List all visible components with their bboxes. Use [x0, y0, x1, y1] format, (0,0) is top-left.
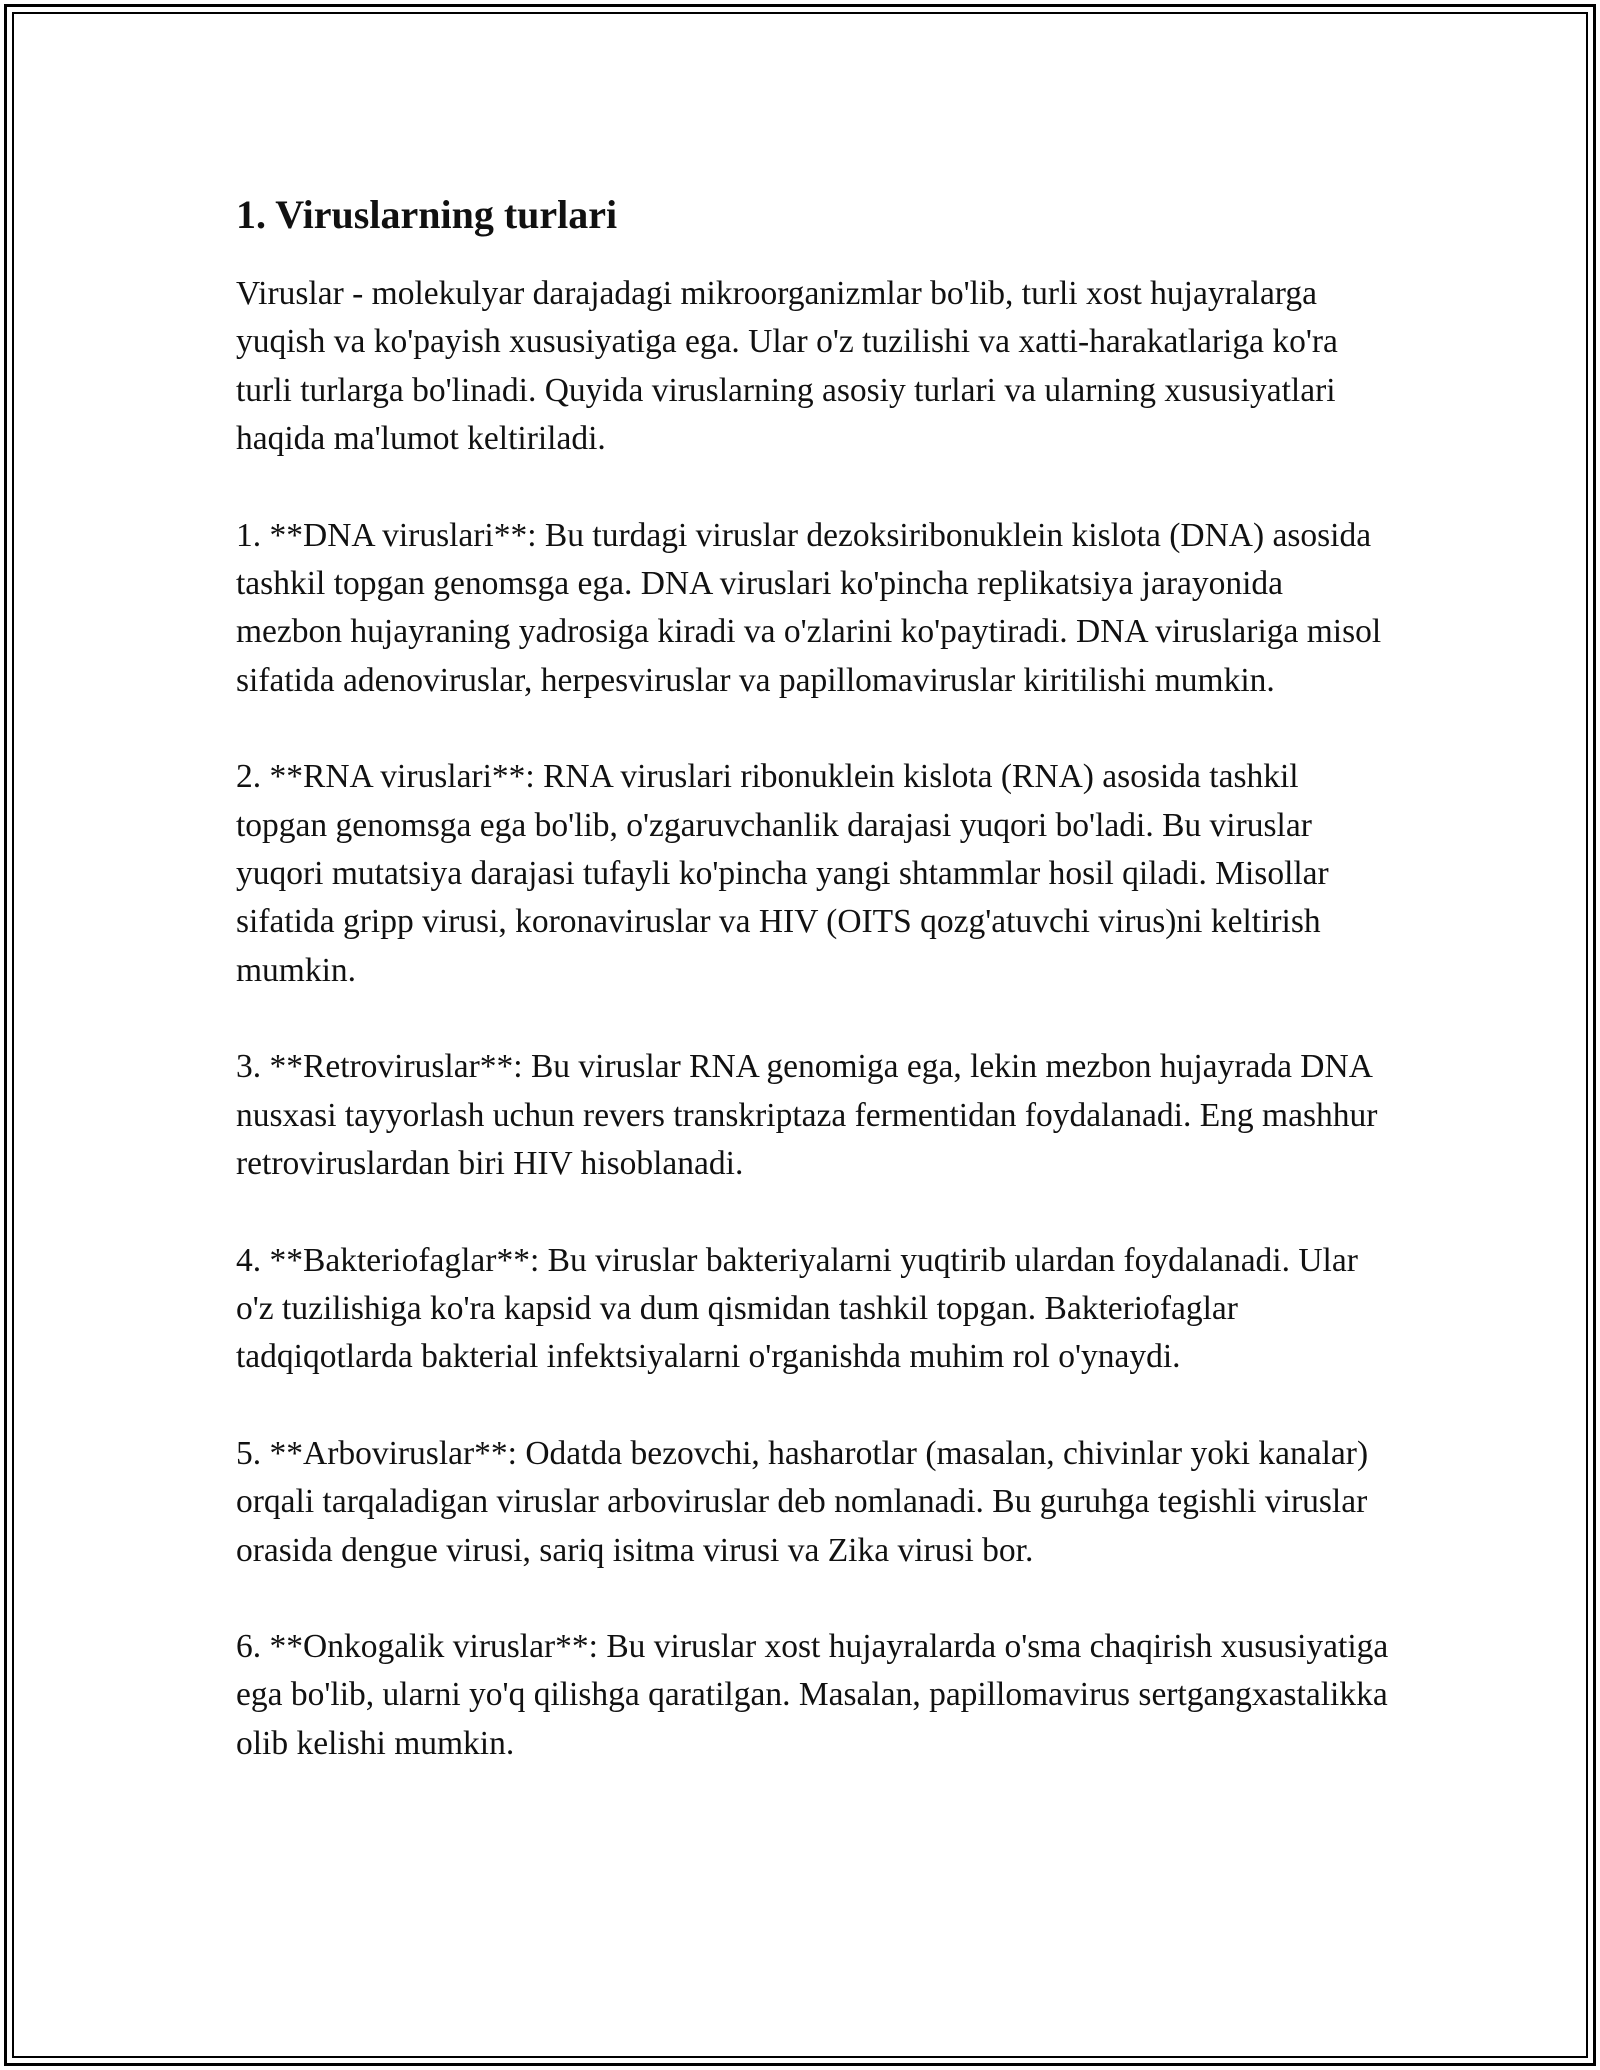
list-item-rna-viruses: 2. **RNA viruslari**: RNA viruslari ribonuklein kislota (RNA) asosida tashkil topgan genomsga ega bo'lib, o'zgaruvchanlik darajasi yuqori bo'ladi. Bu viruslar yuqori mutatsiya darajasi tufayli ko'pincha yangi shtammlar hosil qiladi. Misollar sifatida gripp virusi, koronaviruslar va HIV (OITS qozg'atuvchi virus)ni keltirish mumkin. [236, 758, 1329, 989]
list-item-oncogenic-viruses: 6. **Onkogalik viruslar**: Bu viruslar xost hujayralarda o'sma chaqirish xususiyatiga ega bo'lib, ularni yo'q qilishga qaratilgan. Masalan, papillomavirus sertgangxastalikka olib kelishi mumkin. [236, 1627, 1389, 1762]
list-item-bacteriophages: 4. **Bakteriofaglar**: Bu viruslar bakteriyalarni yuqtirib ulardan foydalanadi. Ular o'z tuzilishiga ko'ra kapsid va dum qismidan tashkil topgan. Bakteriofaglar tadqiqotlarda bakterial infektsiyalarni o'rganishda muhim rol o'ynaydi. [236, 1241, 1358, 1376]
list-item-arboviruses: 5. **Arboviruslar**: Odatda bezovchi, hasharotlar (masalan, chivinlar yoki kanalar) orqali tarqaladigan viruslar arboviruslar deb nomlanadi. Bu guruhga tegishli viruslar orasida dengue virusi, sariq isitma virusi va Zika virusi bor. [236, 1434, 1369, 1569]
document-body [236, 186, 1396, 1816]
document-title: 1. Viruslarning turlari [236, 192, 618, 237]
intro-paragraph: Viruslar - molekulyar darajadagi mikroorganizmlar bo'lib, turli xost hujayralarga yuqish va ko'payish xususiyatiga ega. Ular o'z tuzilishi va xatti-harakatlariga ko'ra turli turlarga bo'linadi. Quyida viruslarning asosiy turlari va ularning xususiyatlari haqida ma'lumot keltiriladi. [236, 275, 1338, 458]
list-item-retroviruses: 3. **Retroviruslar**: Bu viruslar RNA genomiga ega, lekin mezbon hujayrada DNA nusxasi tayyorlash uchun revers transkriptaza fermentidan foydalanadi. Eng mashhur retroviruslardan biri HIV hisoblanadi. [236, 1048, 1378, 1183]
list-item-dna-viruses: 1. **DNA viruslari**: Bu turdagi viruslar dezoksiribonuklein kislota (DNA) asosida tashkil topgan genomsga ega. DNA viruslari ko'pincha replikatsiya jarayonida mezbon hujayraning yadrosiga kiradi va o'zlarini ko'paytiradi. DNA viruslariga misol sifatida adenoviruslar, herpesviruslar va papillomaviruslar kiritilishi mumkin. [236, 516, 1382, 699]
